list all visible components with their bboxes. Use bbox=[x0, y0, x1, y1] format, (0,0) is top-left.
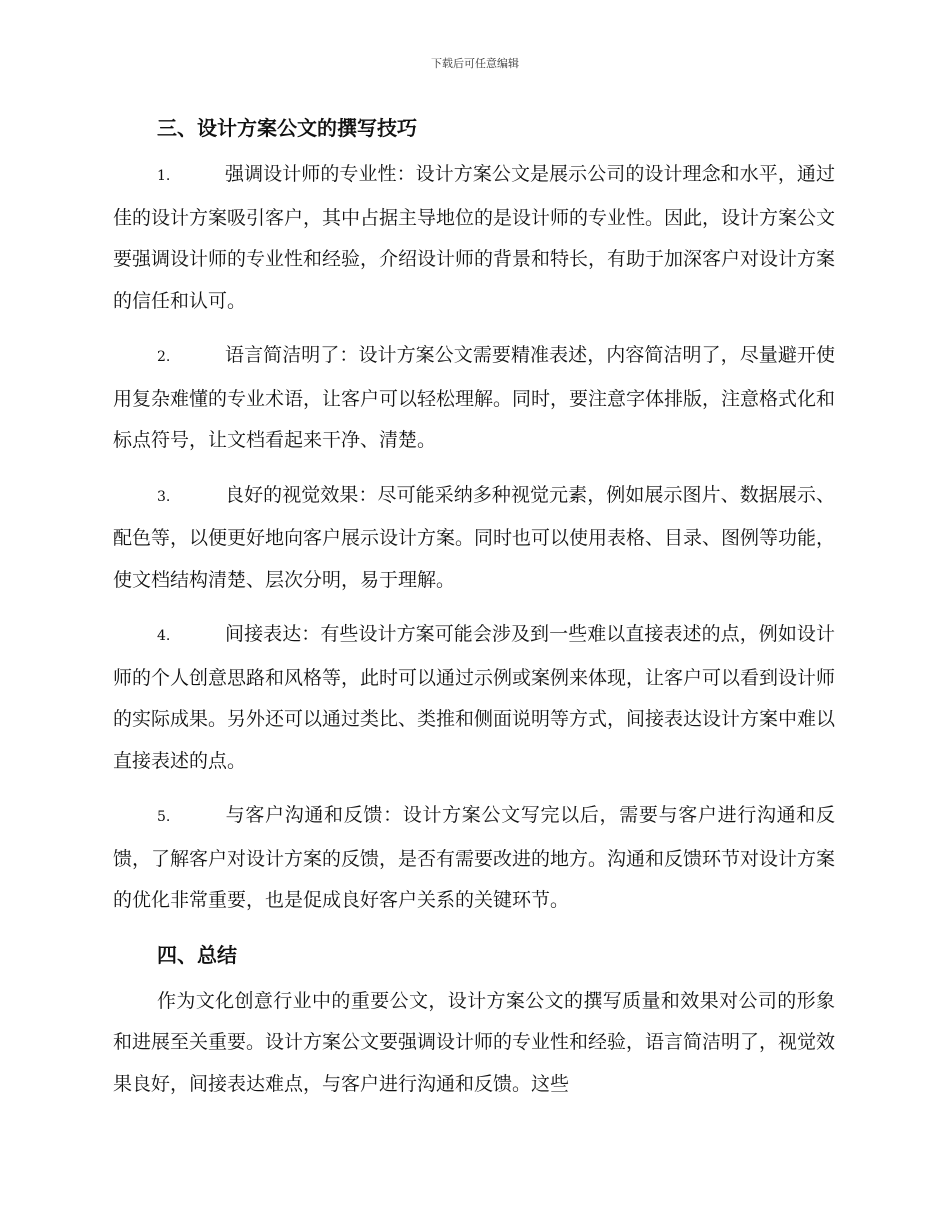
list-item-4-text: 间接表达：有些设计方案可能会涉及到一些难以直接表述的点，例如设计师的个人创意思路和风格等，此时可以通过示例或案例来体现，让客户可以看到设计师的实际成果。另外还可以通过类比、类推和侧面说明等方式，间接表达设计方案中难以直接表述的点。 bbox=[113, 623, 836, 772]
list-item-5 bbox=[113, 795, 835, 922]
list-item-3-text: 良好的视觉效果：尽可能采纳多种视觉元素，例如展示图片、数据展示、配色等，以便更好地向客户展示设计方案。同时也可以使用表格、目录、图例等功能，使文档结构清楚、层次分明，易于理解。 bbox=[113, 483, 836, 591]
section-4-heading: 四、总结 bbox=[157, 942, 237, 967]
document-body bbox=[113, 108, 835, 1118]
header-note: 下载后可任意编辑 bbox=[431, 57, 519, 70]
list-item-2-number: 2. bbox=[157, 349, 171, 365]
list-item-3-number: 3. bbox=[157, 488, 171, 505]
list-item-5-text: 与客户沟通和反馈：设计方案公文写完以后，需要与客户进行沟通和反馈，了解客户对设计方案的反馈，是否有需要改进的地方。沟通和反馈环节对设计方案的优化非常重要，也是促成良好客户关系的关键环节。 bbox=[113, 804, 836, 911]
list-item-4 bbox=[113, 614, 835, 782]
list-item-1-text: 强调设计师的专业性：设计方案公文是展示公司的设计理念和水平，通过佳的设计方案吸引客户，其中占据主导地位的是设计师的专业性。因此，设计方案公文要强调设计师的专业性和经验，介绍设计师的背景和特长，有助于加深客户对设计方案的信任和认可。 bbox=[113, 163, 836, 312]
list-item-2 bbox=[113, 335, 835, 462]
summary-paragraph: 作为文化创意行业中的重要公文，设计方案公文的撰写质量和效果对公司的形象和进展至关重要。设计方案公文要强调设计师的专业性和经验，语言简洁明了，视觉效果良好，间接表达难点，与客户进行沟通和反馈。这些 bbox=[113, 989, 836, 1095]
list-item-5-number: 5. bbox=[157, 809, 171, 825]
list-item-4-number: 4. bbox=[157, 628, 171, 644]
section-3-heading: 三、设计方案公文的撰写技巧 bbox=[157, 116, 417, 140]
list-item-1 bbox=[113, 154, 835, 322]
list-item-3 bbox=[113, 475, 835, 602]
list-item-1-number: 1. bbox=[157, 168, 171, 184]
list-item-2-text: 语言简洁明了：设计方案公文需要精准表述，内容简洁明了，尽量避开使用复杂难懂的专业术语，让客户可以轻松理解。同时，要注意字体排版，注意格式化和标点符号，让文档看起来干净、清楚。 bbox=[113, 344, 836, 451]
